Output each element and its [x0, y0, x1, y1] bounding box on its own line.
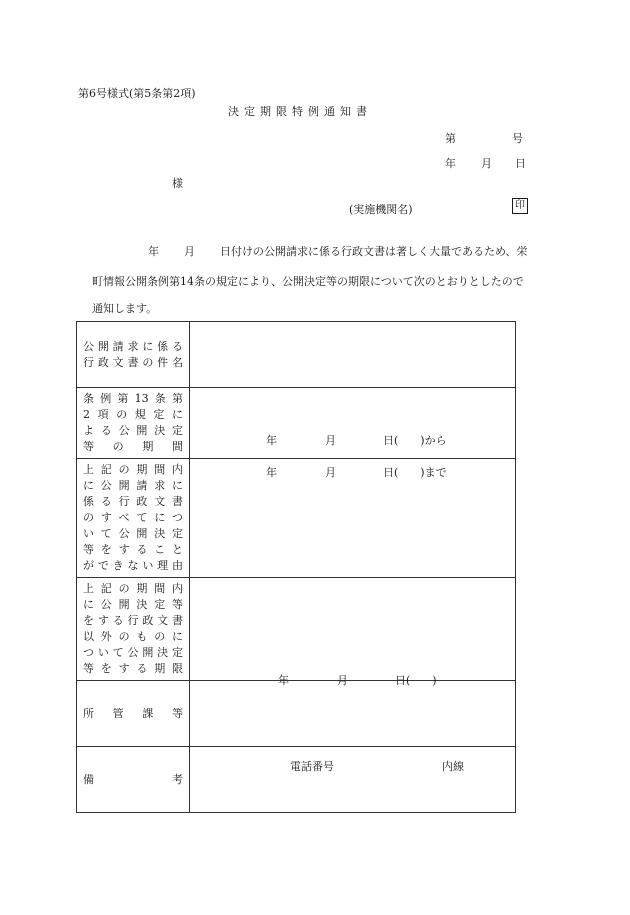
row-remarks — [77, 747, 516, 813]
row-department — [77, 681, 516, 747]
body-text-line-2: 町情報公開条例第14条の規定により、公開決定等の期限について次のとおりとしたので — [92, 275, 524, 288]
label-decision-period: 条例第13条第 2項の規定に よる公開決定 等の期間 — [77, 388, 190, 459]
label-reason: 上記の期間内 に公開請求に 係る行政文書 のすべてにつ いて公開決定 等をすること ができない理由 — [77, 459, 190, 578]
extension-label: 内線 — [442, 759, 464, 773]
notice-table — [76, 321, 516, 813]
period-from-day: 日( )から — [383, 434, 447, 447]
field-document-subject[interactable] — [190, 322, 516, 388]
period-to-month: 月 — [325, 466, 336, 479]
addressee-suffix: 様 — [172, 177, 183, 190]
doc-number-prefix: 第 — [445, 132, 456, 145]
phone-number-label: 電話番号 — [290, 759, 334, 773]
deadline-year: 年 — [278, 674, 289, 687]
issue-date-day: 日 — [515, 157, 526, 170]
period-to-year: 年 — [266, 466, 277, 479]
row-deadline — [77, 578, 516, 681]
period-to-day: 日( )まで — [383, 466, 447, 479]
doc-number-suffix: 号 — [512, 132, 523, 145]
label-remarks: 備考 — [77, 747, 190, 813]
field-deadline[interactable] — [190, 578, 516, 687]
label-document-subject: 公開請求に係る 行政文書の件名 — [77, 322, 190, 388]
row-reason — [77, 459, 516, 578]
field-reason[interactable] — [190, 459, 516, 578]
label-department: 所管課等 — [77, 681, 190, 747]
row-decision-period — [77, 388, 516, 459]
field-decision-period[interactable] — [190, 388, 516, 479]
agency-name-label: (実施機関名) — [349, 203, 413, 216]
row-document-subject — [77, 322, 516, 388]
seal-mark: 印 — [512, 198, 528, 214]
period-from-month: 月 — [325, 434, 336, 447]
deadline-month: 月 — [337, 674, 348, 687]
period-from-year: 年 — [266, 434, 277, 447]
field-remarks[interactable] — [190, 747, 516, 813]
request-date-month: 月 — [184, 245, 195, 258]
body-text-line-1: 日付けの公開請求に係る行政文書は著しく大量であるため、栄 — [220, 245, 528, 258]
field-department[interactable] — [190, 681, 516, 773]
body-text-line-3: 通知します。 — [92, 302, 158, 315]
label-deadline: 上記の期間内 に公開決定等 をする行政文書 以外のものに ついて公開決定 等をする期限 — [77, 578, 190, 681]
issue-date-year: 年 — [445, 157, 456, 170]
document-title: 決定期限特例通知書 — [228, 105, 372, 118]
form-number: 第6号様式(第5条第2項) — [78, 87, 196, 100]
deadline-day: 日( ) — [395, 674, 437, 687]
request-date-year: 年 — [148, 245, 159, 258]
issue-date-month: 月 — [481, 157, 492, 170]
